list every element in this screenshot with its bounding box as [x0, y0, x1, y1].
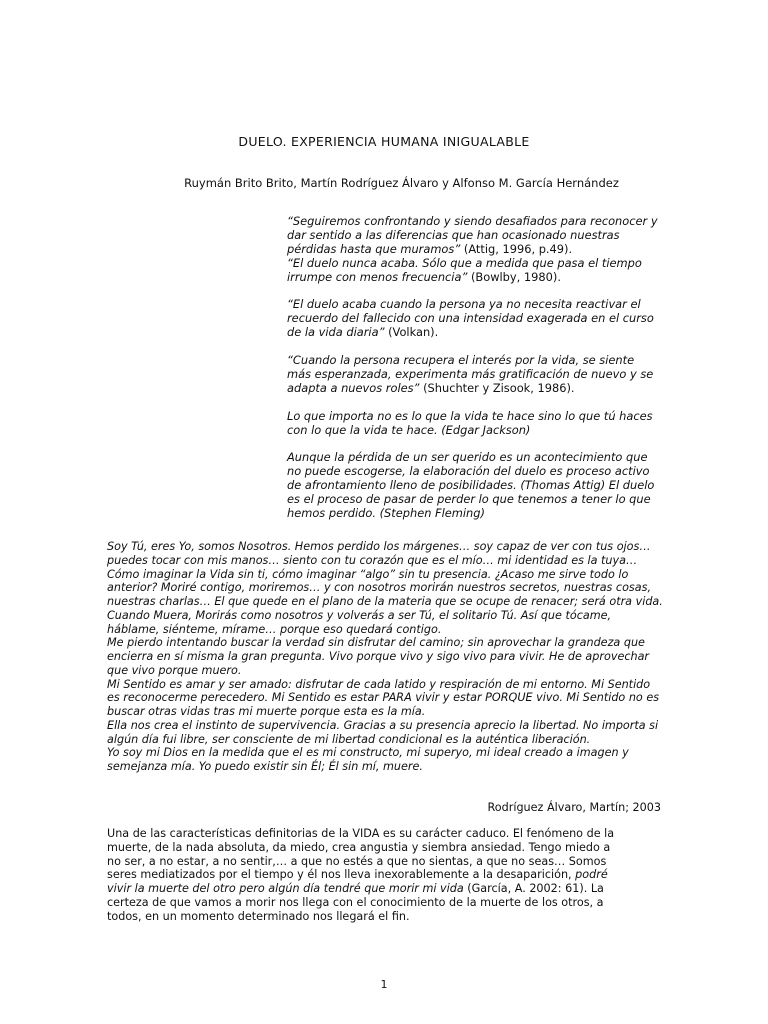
quote-citation: (Attig, 1996, p.49).	[460, 241, 573, 256]
poem-paragraph: Ella nos crea el instinto de supervivencia. Gracias a su presencia aprecio la libertad. No importa si algún día fui libre, ser consciente de mi libertad condicional es la auténtica liberación.	[107, 718, 659, 746]
quote-citation: (Volkan).	[384, 325, 439, 340]
quote-citation: (Bowlby, 1980).	[467, 269, 561, 284]
body-text-emphasis: podré vivir la muerte del otro pero algún día tendré que morir mi vida	[107, 868, 608, 896]
quote-volkan	[287, 298, 659, 340]
document-title: DUELO. EXPERIENCIA HUMANA INIGUALABLE	[238, 134, 530, 149]
poem-paragraph: Soy Tú, eres Yo, somos Nosotros. Hemos perdido los márgenes… soy capaz de ver con tus ojos… puedes tocar con mis manos… siento con tu corazón que es el mío… mi identidad es la tuya… Cómo imaginar la Vida sin ti, cómo imaginar “algo” sin tu presencia. ¿Acaso me sirve todo lo anterior? Moriré contigo, moriremos… y con nosotros morirán nuestros secretos, nuestras cosas, nuestras charlas… El que quede en el plano de la materia que se ocupe de renacer; será otra vida. Cuando Muera, Morirás como nosotros y volverás a ser Tú, el solitario Tú. Así que tócame, háblame, siénteme, mírame… porque eso quedará contigo.	[107, 540, 663, 636]
quote-bowlby	[287, 257, 659, 285]
page-number: 1	[380, 978, 388, 991]
poem-paragraph: Mi Sentido es amar y ser amado: disfrutar de cada latido y respiración de mi entorno. Mi Sentido es reconocerme perecedero. Mi Sentido es estar PARA vivir y estar PORQUE vivo. Mi Sentido no es buscar otras vidas tras mi muerte porque esta es la mía.	[107, 677, 660, 718]
quote-shuchter-zisook	[287, 354, 659, 396]
body-text-start: Una de las características definitorias de la VIDA es su carácter caduco. El fenómeno de la muerte, de la nada absoluta, da miedo, crea angustia y siembra ansiedad. Tengo miedo a no ser, a no estar, a no sentir,… a que no estés a que no sientas, a que no seas… Somos seres mediatizados por el tiempo y él nos lleva inexorablemente a la desaparición,	[107, 827, 615, 882]
poem-signature: Rodríguez Álvaro, Martín; 2003	[487, 801, 661, 814]
quote-text: “Cuando la persona recupera el interés por la vida, se siente más esperanzada, experimenta más gratificación de nuevo y se adapta a nuevos roles”	[287, 353, 654, 395]
quote-text: “El duelo nunca acaba. Sólo que a medida que pasa el tiempo irrumpe con menos frecuencia”	[287, 255, 642, 284]
quote-text: “Seguiremos confrontando y siendo desafiados para reconocer y dar sentido a las diferencias que han ocasionado nuestras pérdidas hasta que muramos”	[287, 214, 658, 256]
quote-text: Aunque la pérdida de un ser querido es un acontecimiento que no puede escogerse, la elaboración del duelo es proceso activo de afrontamiento lleno de posibilidades. (Thomas Attig) El duelo es el proceso de pasar de perder lo que tenemos a tener lo que hemos perdido. (Stephen Fleming)	[287, 450, 655, 520]
poem-block	[107, 540, 663, 774]
quote-text: Lo que importa no es lo que la vida te hace sino lo que tú haces con lo que la vida te hace. (Edgar Jackson)	[287, 408, 653, 437]
body-paragraph	[107, 827, 627, 924]
quote-attig-fleming	[287, 451, 659, 521]
quote-citation: (Shuchter y Zisook, 1986).	[419, 380, 575, 395]
epigraph-quotes	[287, 215, 659, 535]
body-text-end: (García, A. 2002: 61). La certeza de que vamos a morir nos llega con el conocimiento de la muerte de los otros, a todos, en un momento determinado nos llegará el fin.	[107, 882, 604, 923]
quote-text: “El duelo acaba cuando la persona ya no necesita reactivar el recuerdo del fallecido con una intensidad exagerada en el curso de la vida diaria”	[287, 297, 654, 340]
quote-attig	[287, 215, 659, 257]
author-list: Ruymán Brito Brito, Martín Rodríguez Álvaro y Alfonso M. García Hernández	[184, 176, 619, 190]
poem-paragraph: Yo soy mi Dios en la medida que el es mi constructo, mi superyo, mi ideal creado a imagen y semejanza mía. Yo puedo existir sin Él; Él sin mí, muere.	[107, 746, 629, 773]
poem-paragraph: Me pierdo intentando buscar la verdad sin disfrutar del camino; sin aprovechar la grandeza que encierra en sí misma la gran pregunta. Vivo porque vivo y sigo vivo para vivir. He de aprovechar que vivo porque muero.	[107, 636, 650, 677]
quote-jackson	[287, 410, 659, 438]
